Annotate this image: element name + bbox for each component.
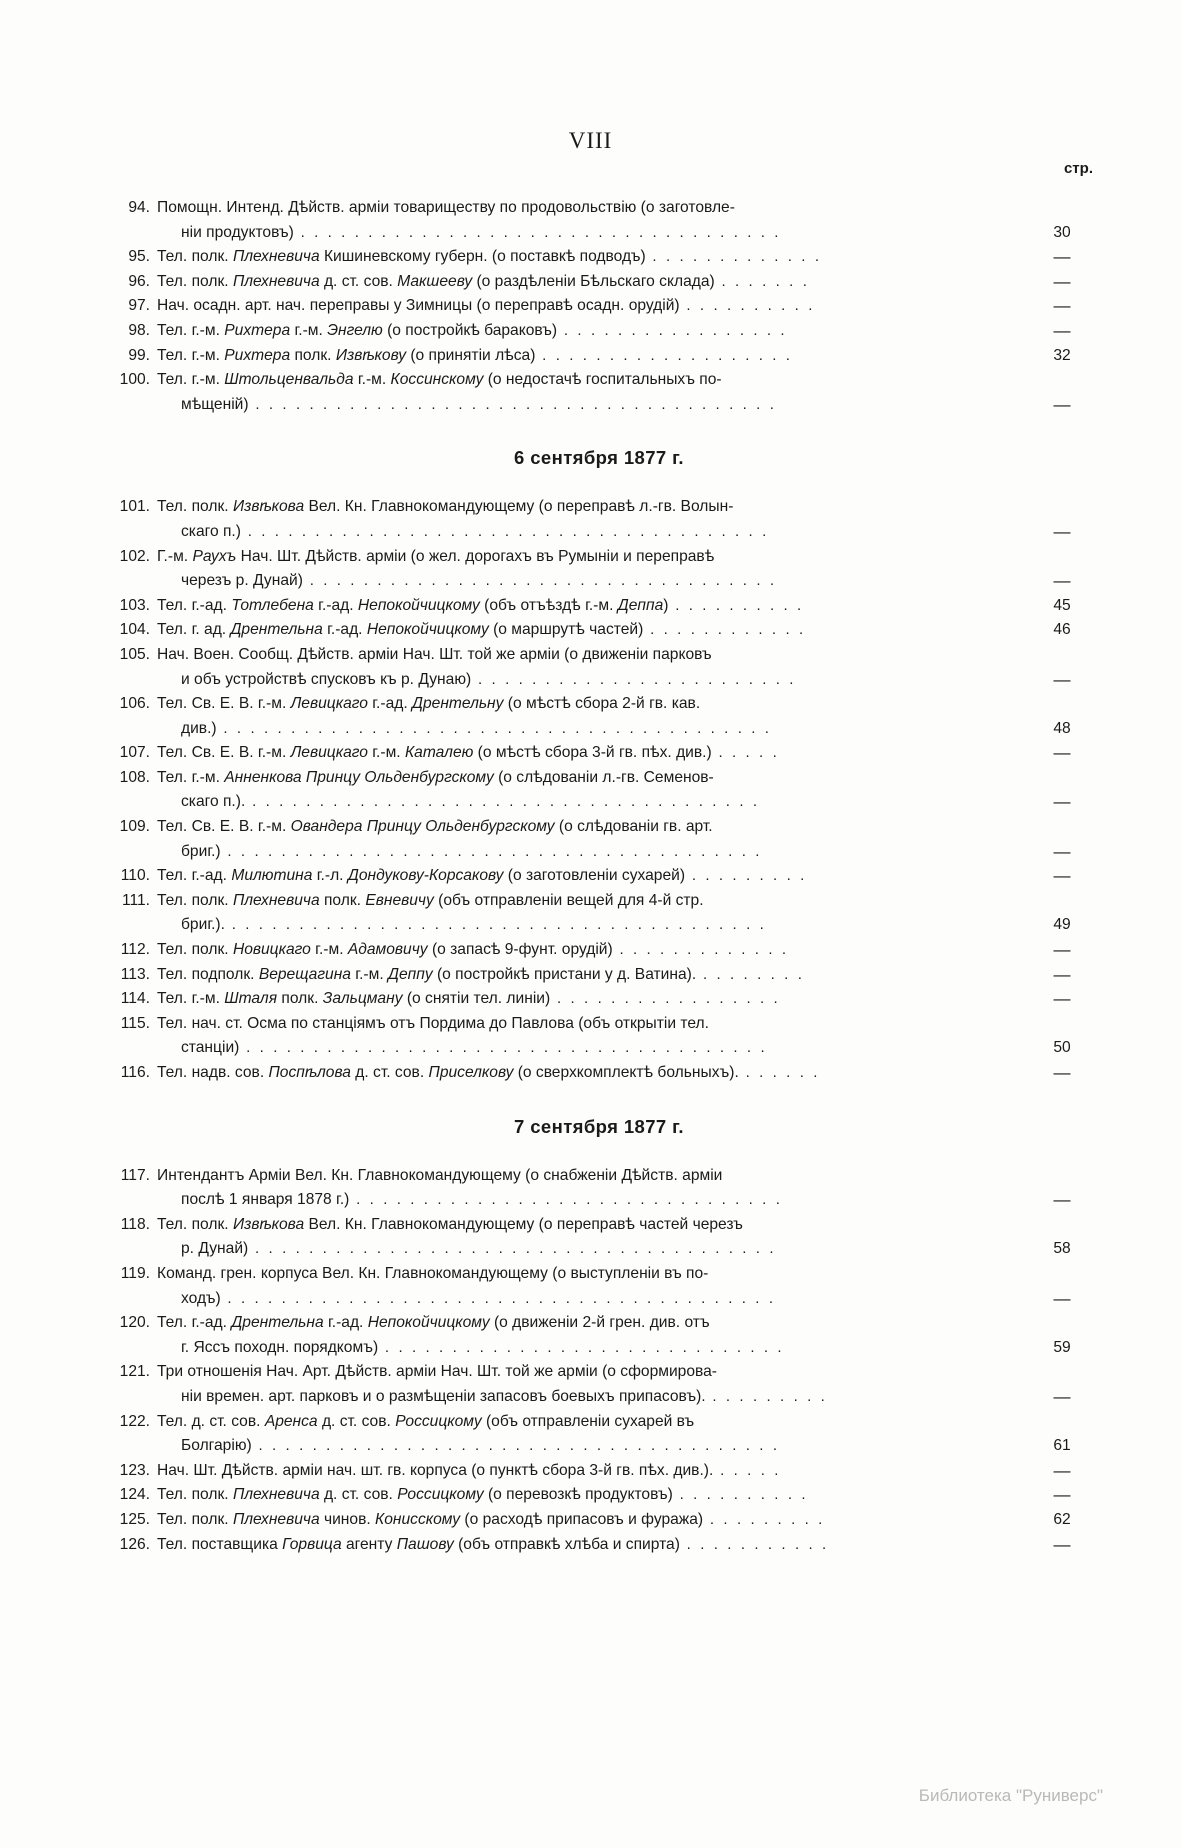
toc-entry-number: 113. [120,965,150,983]
toc-entry-number: 94. [128,199,150,216]
section-heading: 6 сентября 1877 г. [514,447,684,469]
toc-entry-number: 108. [119,768,150,786]
toc-entry-page: — [1053,1534,1071,1554]
toc-entry-text: Тел. полк. Извѣкова Вел. Кн. Главнокомандующему (о переправѣ л.-гв. Волын- скаго п.) . . . . . . . . . . . . . . . . . . . . . . . . . . . . . . . . . . . . . . . [157,498,769,540]
leader-dots: . . . . . . . . . [685,867,807,885]
leader-dots: . . . . . . . . . . . . . . . . . . . . . . . . . . . . . . . . [349,1191,783,1209]
leader-dots: . . . . . . . . . . . . [643,621,806,639]
toc-entry-text: Тел. г.-м. Рихтера полк. Извѣкову (о принятіи лѣса) . . . . . . . . . . . . . . . . . . . [157,346,793,364]
toc-entry[interactable] [104,692,1094,741]
toc-entry-page: — [1053,940,1071,960]
toc-entry[interactable] [104,495,1094,544]
toc-entry-page: — [1053,296,1071,316]
toc-entry-text: Тел. Св. Е. В. г.-м. Левицкаго г.-м. Каталею (о мѣстѣ сбора 3-й гв. пѣх. див.) . . . . . [157,744,780,762]
toc-entry-text: Тел. г.-м. Рихтера г.-м. Энгелю (о постройкѣ бараковъ) . . . . . . . . . . . . . . . . . [157,321,788,339]
toc-entry-page: — [1053,1460,1071,1480]
toc-entry[interactable] [104,815,1094,864]
toc-entry[interactable] [104,545,1094,594]
toc-entry[interactable] [104,1213,1094,1262]
toc-entry[interactable] [104,1311,1094,1360]
toc-entry-number: 121. [119,1363,150,1381]
toc-entry-text: Тел. г.-ад. Милютина г.-л. Дондукову-Корсакову (о заготовленіи сухарей) . . . . . . . . . [157,867,807,885]
leader-dots: . . . . . . . . . [703,1510,825,1528]
toc-entry-page: 61 [1053,1437,1071,1455]
leader-dots: . . . . . . [738,1064,821,1081]
toc-entry-page: 30 [1053,223,1071,241]
toc-entry-number: 106. [119,695,150,713]
toc-entry-number: 102. [119,547,150,565]
toc-entry-text: Тел. надв. сов. Поспѣлова д. ст. сов. Приселкову (о сверхкомплектѣ больныхъ). . . . . . . [157,1064,821,1081]
toc-entry-text: Тел. полк. Плехневича д. ст. сов. Россицкому (о перевозкѣ продуктовъ) . . . . . . . . . . [157,1486,809,1504]
toc-entry[interactable] [104,1533,1094,1558]
toc-entry-number: 114. [120,990,150,1008]
toc-entry-page: — [1053,792,1071,812]
toc-entry-number: 100. [119,371,150,389]
toc-entry-page: — [1053,1190,1071,1210]
toc-entry-page: — [1053,571,1071,591]
toc-entry-number: 112. [120,941,150,959]
toc-entry-text: Тел. д. ст. сов. Аренса д. ст. сов. Россицкому (объ отправленіи сухарей въ Болгарію) . . . . . . . . . . . . . . . . . . . . . . . . . . . . . . . . . . . . . . . [157,1412,780,1455]
leader-dots: . . . . . . . . . . . . . . . . . . . . . . . . . . . . . . . . . . . . . . . . [220,842,763,860]
toc-entry[interactable] [104,643,1094,692]
toc-entry-page: — [1053,320,1071,340]
toc-entry[interactable] [104,344,1094,369]
toc-entry[interactable] [104,1012,1094,1061]
toc-entry-text: Тел. полк. Плехневича д. ст. сов. Макшееву (о раздѣленіи Бѣльскаго склада) . . . . . . . [157,272,810,290]
toc-entry-page: — [1053,271,1071,291]
leader-dots: . . . . . . . . . . . . . . . . . . . . . . . . . . . . . . . . . . . . . . . [251,1437,780,1455]
toc-entry-text: Тел. подполк. Верещагина г.-м. Деппу (о постройкѣ пристани у д. Ватина). . . . . . . . . [157,965,805,983]
toc-entry[interactable] [104,1360,1094,1409]
toc-entry-text: Помощн. Интенд. Дѣйств. арміи товариществу по продовольствію (о заготовле- ніи продуктовъ) . . . . . . . . . . . . . . . . . . . . . . . . . . . . . . . . . . . . [157,199,782,241]
toc-entry-text: Тел. полк. Плехневича чинов. Конисскому (о расходѣ припасовъ и фуража) . . . . . . . . . [157,1510,825,1528]
toc-entry-number: 107. [119,744,150,762]
leader-dots: . . . . . . . . . . . . . [645,248,822,266]
toc-entry-page: — [1053,743,1071,763]
toc-entry[interactable] [104,1459,1094,1484]
toc-entry-text: Тел. г.-м. Шталя полк. Зальцману (о снятіи тел. линіи) . . . . . . . . . . . . . . . . . [157,990,781,1008]
leader-dots: . . . . . . . . . . . . . . . . . [550,990,781,1008]
toc-entry[interactable] [104,864,1094,889]
leader-dots: . . . . . . . . . . [672,1486,809,1504]
toc-entry-text: Нач. Шт. Дѣйств. арміи нач. шт. гв. корпуса (о пунктѣ сбора 3-й гв. пѣх. див.). . . . . . [157,1461,782,1479]
toc-entry-text: Тел. г.-м. Анненкова Принцу Ольденбургскому (о слѣдованіи л.-гв. Семенов- скаго п.). . . . . . . . . . . . . . . . . . . . . . . . . . . . . . . . . . . . . . . [157,768,760,811]
toc-entry-number: 122. [119,1412,150,1430]
leader-dots: . . . . . . . . . . [668,596,804,614]
leader-dots: . . . . . . . . . . . . . . . . . . . . . . . . . . . . . . . . . . . . . . . . [224,916,767,934]
toc-entry-page: 58 [1053,1240,1071,1258]
leader-dots: . . . . . . . . . . . . . . . . . . . . . . . . . . . . . . [378,1338,785,1356]
toc-entry-page: — [1053,521,1071,541]
toc-entry-number: 109. [119,818,150,836]
toc-entry[interactable] [104,766,1094,815]
table-of-contents [104,196,1094,1557]
toc-entry-page: — [1053,1386,1071,1406]
toc-entry-text: Тел. Св. Е. В. г.-м. Овандера Принцу Ольденбургскому (о слѣдованіи гв. арт. бриг.) . . . . . . . . . . . . . . . . . . . . . . . . . . . . . . . . . . . . . . . . [157,818,763,860]
toc-entry-number: 105. [119,645,150,663]
toc-entry-text: Тел. г.-м. Штольценвальда г.-м. Коссинскому (о недостачѣ госпитальныхъ по- мѣщеній) . . . . . . . . . . . . . . . . . . . . . . . . . . . . . . . . . . . . . . . [157,371,777,413]
toc-entry[interactable] [104,368,1094,417]
leader-dots: . . . . . . . . . . . . . . . . . . . . . . . . . . . . . . . . . . . . . . . [240,522,769,540]
leader-dots: . . . . . . . . . . . . . . . . . . . . . . . . [471,670,797,688]
toc-entry[interactable] [104,594,1094,619]
toc-entry-page: — [1053,1063,1071,1082]
toc-entry-text: Тел. г.-ад. Дрентельна г.-ад. Непокойчицкому (о движеніи 2-й грен. див. отъ г. Яссъ походн. порядкомъ) . . . . . . . . . . . . . . . . . . . . . . . . . . . . . . [157,1314,785,1356]
toc-entry-text: Интендантъ Арміи Вел. Кн. Главнокомандующему (о снабженіи Дѣйств. арміи послѣ 1 января 1878 г.) . . . . . . . . . . . . . . . . . . . . . . . . . . . . . . . . [157,1166,783,1209]
toc-entry-page: — [1053,866,1071,886]
toc-entry-text: Тел. г. ад. Дрентельна г.-ад. Непокойчицкому (о маршрутѣ частей) . . . . . . . . . . . . [157,621,806,639]
leader-dots: . . . . . . . . . . . . . . . . . . . . . . . . . . . . . . . . . . . . . . . [248,1240,777,1258]
toc-entry-number: 118. [120,1215,150,1233]
leader-dots: . . . . . . . [714,272,810,290]
toc-entry[interactable] [104,1483,1094,1508]
leader-dots: . . . . . . . . . . [679,297,815,315]
toc-entry-text: Тел. нач. ст. Осма по станціямъ отъ Пордима до Павлова (объ открытіи тел. станціи) . . . . . . . . . . . . . . . . . . . . . . . . . . . . . . . . . . . . . . . [157,1014,768,1057]
toc-entry-number: 97. [128,297,150,315]
toc-entry-number: 110. [120,867,150,885]
toc-entry[interactable] [104,889,1094,938]
toc-entry-number: 124. [119,1486,150,1504]
toc-entry-number: 119. [120,1264,150,1282]
toc-entry[interactable] [104,963,1094,988]
toc-entry-number: 101. [119,498,150,516]
toc-entry-page: — [1053,1288,1071,1308]
toc-entry-text: Тел. г.-ад. Тотлебена г.-ад. Непокойчицкому (объ отъѣздѣ г.-м. Деппа) . . . . . . . . . . [157,596,804,614]
toc-entry[interactable] [104,741,1094,766]
toc-entry-text: Тел. полк. Плехневича полк. Евневичу (объ отправленіи вещей для 4-й стр. бриг.). . . . . . . . . . . . . . . . . . . . . . . . . . . . . . . . . . . . . . . . . [157,891,767,934]
toc-entry-number: 103. [119,596,150,614]
toc-entry-text: Нач. Воен. Сообщ. Дѣйств. арміи Нач. Шт. той же арміи (о движеніи парковъ и объ устройствѣ спусковъ къ р. Дунаю) . . . . . . . . . . . . . . . . . . . . . . . . [157,645,797,688]
toc-entry[interactable] [104,1262,1094,1311]
section-heading: 7 сентября 1877 г. [514,1115,684,1137]
toc-entry-number: 104. [119,621,150,639]
toc-entry-number: 125. [119,1510,150,1528]
toc-entry-number: 98. [128,321,150,339]
toc-entry-number: 96. [128,272,150,290]
toc-entry[interactable] [104,987,1094,1012]
toc-entry[interactable] [104,1164,1094,1213]
toc-entry-page: 59 [1053,1338,1071,1356]
toc-entry-text: Тел. Св. Е. В. г.-м. Левицкаго г.-ад. Дрентельну (о мѣстѣ сбора 2-й гв. кав. див.) . . . . . . . . . . . . . . . . . . . . . . . . . . . . . . . . . . . . . . . . . [157,695,772,737]
leader-dots: . . . . . . . . . . . [679,1535,829,1553]
toc-entry-text: Три отношенія Нач. Арт. Дѣйств. арміи Нач. Шт. той же арміи (о сформирова- ніи времен. арт. парковъ и о размѣщеніи запасовъ боевыхъ припасовъ). . . . . . . . . . [157,1363,828,1405]
toc-entry[interactable] [104,618,1094,643]
toc-entry-text: Тел. полк. Извѣкова Вел. Кн. Главнокомандующему (о переправѣ частей черезъ р. Дунай) . . . . . . . . . . . . . . . . . . . . . . . . . . . . . . . . . . . . . . . [157,1215,777,1258]
toc-entry-text: Тел. полк. Новицкаго г.-м. Адамовичу (о запасѣ 9-фунт. орудій) . . . . . . . . . . . . . [157,941,789,959]
toc-entry[interactable] [104,319,1094,344]
toc-entry-page: 50 [1053,1039,1071,1057]
toc-entry[interactable] [104,270,1094,295]
toc-entry-number: 126. [119,1535,150,1553]
toc-entry-page: — [1053,841,1071,861]
toc-entry-page: 32 [1053,346,1071,364]
toc-entry[interactable] [104,1410,1094,1459]
leader-dots: . . . . . [711,744,780,762]
toc-entry-page: 49 [1053,916,1071,934]
toc-entry-text: Г.-м. Раухъ Нач. Шт. Дѣйств. арміи (о жел. дорогахъ въ Румыніи и переправѣ черезъ р. Дунай) . . . . . . . . . . . . . . . . . . . . . . . . . . . . . . . . . . . [157,547,777,590]
toc-entry-page: 46 [1053,621,1071,639]
leader-dots: . . . . . . . . . . . . . [612,941,789,959]
leader-dots: . . . . . . . . . [705,1387,828,1405]
toc-entry[interactable] [104,294,1094,319]
page-folio: VIII [568,128,613,153]
toc-entry-number: 115. [120,1014,150,1032]
toc-entry[interactable] [104,1061,1094,1086]
toc-entry[interactable] [104,1508,1094,1533]
toc-entry-page: — [1053,669,1071,689]
toc-entry-page: 45 [1053,596,1071,614]
toc-entry-page: — [1053,247,1071,267]
leader-dots: . . . . . . . . . . . . . . . . . . . . . . . . . . . . . . . . . . . . . . . [239,1039,768,1057]
leader-dots: . . . . . . . . . . . . . . . . . . . . . . . . . . . . . . . . . . . . . . . [248,395,777,413]
leader-dots: . . . . . . . . . . . . . . . . . [557,321,788,339]
leader-dots: . . . . . . . . . . . . . . . . . . . . . . . . . . . . . . . . . . . . . . . . . [216,719,772,737]
leader-dots: . . . . . . . . . . . . . . . . . . . . . . . . . . . . . . . . . . . . [293,223,782,241]
leader-dots: . . . . . . . . . . . . . . . . . . . . . . . . . . . . . . . . . . . . . . [245,793,760,811]
toc-entry-number: 123. [119,1461,150,1479]
leader-dots: . . . . . . . . . . . . . . . . . . . . . . . . . . . . . . . . . . . . . . . . . [220,1289,776,1307]
toc-entry[interactable] [104,245,1094,270]
toc-entry-page: — [1053,1485,1071,1505]
toc-entry-number: 116. [120,1064,150,1081]
leader-dots: . . . . . [713,1461,782,1479]
toc-entry-text: Тел. поставщика Горвица агенту Пашову (объ отправкѣ хлѣба и спирта) . . . . . . . . . . . [157,1535,829,1553]
toc-entry[interactable] [104,196,1094,245]
toc-entry-page: 62 [1053,1510,1071,1528]
toc-entry-page: — [1053,394,1071,414]
library-watermark: Библиотека "Руниверс" [918,1786,1103,1805]
toc-entry-page: — [1053,964,1071,984]
toc-entry-number: 95. [128,248,150,266]
toc-entry-number: 111. [121,891,150,909]
page-column-header: стр. [1063,160,1093,177]
leader-dots: . . . . . . . . . . . . . . . . . . . [535,346,793,364]
toc-entry[interactable] [104,938,1094,963]
toc-entry-number: 117. [120,1166,150,1184]
toc-entry-text: Команд. грен. корпуса Вел. Кн. Главнокомандующему (о выступленіи въ по- ходъ) . . . . . . . . . . . . . . . . . . . . . . . . . . . . . . . . . . . . . . . . . [157,1264,776,1307]
toc-entry-page: 48 [1053,719,1071,737]
toc-entry-text: Тел. полк. Плехневича Кишиневскому губерн. (о поставкѣ подводъ) . . . . . . . . . . . . . [157,248,822,266]
leader-dots: . . . . . . . . . . . . . . . . . . . . . . . . . . . . . . . . . . . [302,572,777,590]
toc-entry-page: — [1053,989,1071,1009]
leader-dots: . . . . . . . . [696,965,805,983]
toc-entry-number: 120. [119,1314,150,1332]
toc-entry-text: Нач. осадн. арт. нач. переправы у Зимницы (о переправѣ осадн. орудій) . . . . . . . . . . [157,297,815,315]
toc-entry-number: 99. [128,346,150,364]
